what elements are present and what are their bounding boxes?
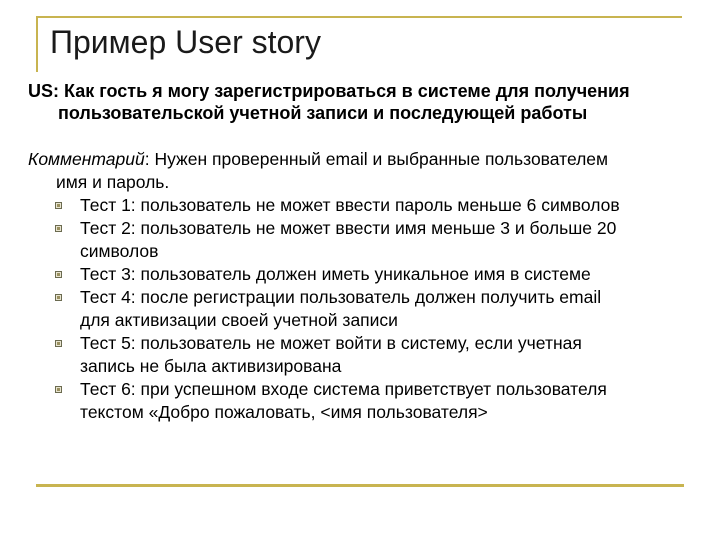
- slide-title: Пример User story: [50, 24, 321, 60]
- comment-line-1: [28, 148, 708, 171]
- list-item: [28, 217, 708, 263]
- square-bullet-icon: [55, 340, 62, 347]
- test-list: [28, 194, 708, 424]
- frame-top-line: [36, 16, 682, 18]
- frame-bottom-line: [36, 484, 684, 487]
- test-4-line-1: Тест 4: после регистрации пользователь должен получить email: [80, 287, 602, 307]
- test-1-line-1: Тест 1: пользователь не может ввести пароль меньше 6 символов: [80, 195, 620, 215]
- frame-left-line: [36, 16, 38, 72]
- square-bullet-icon: [55, 386, 62, 393]
- comment-text-1: : Нужен проверенный email и выбранные пользователем: [144, 149, 609, 169]
- user-story-statement: [28, 80, 708, 124]
- list-item: [28, 378, 708, 424]
- list-item: [28, 332, 708, 378]
- user-story-line-2: пользовательской учетной записи и последующей работы: [58, 103, 588, 123]
- test-2-line-1: Тест 2: пользователь не может ввести имя меньше 3 и больше 20: [80, 218, 617, 238]
- test-5-line-1: Тест 5: пользователь не может войти в систему, если учетная: [80, 333, 582, 353]
- list-item: [28, 194, 708, 217]
- us-text-1: Как гость я могу зарегистрироваться в системе для получения: [64, 81, 630, 101]
- us-label: US:: [28, 81, 59, 101]
- comment-block: [28, 148, 708, 424]
- test-2-line-2: символов: [80, 241, 159, 261]
- square-bullet-icon: [55, 271, 62, 278]
- comment-label: Комментарий: [28, 149, 145, 169]
- list-item: [28, 286, 708, 332]
- square-bullet-icon: [55, 225, 62, 232]
- user-story-line-1: [28, 80, 708, 102]
- test-3-line-1: Тест 3: пользователь должен иметь уникальное имя в системе: [80, 264, 591, 284]
- square-bullet-icon: [55, 294, 62, 301]
- square-bullet-icon: [55, 202, 62, 209]
- test-6-line-1: Тест 6: при успешном входе система приветствует пользователя: [80, 379, 607, 399]
- list-item: [28, 263, 708, 286]
- test-5-line-2: запись не была активизирована: [80, 356, 342, 376]
- test-6-line-2: текстом «Добро пожаловать, <имя пользователя>: [80, 402, 488, 422]
- comment-line-2: имя и пароль.: [56, 172, 170, 192]
- test-4-line-2: для активизации своей учетной записи: [80, 310, 398, 330]
